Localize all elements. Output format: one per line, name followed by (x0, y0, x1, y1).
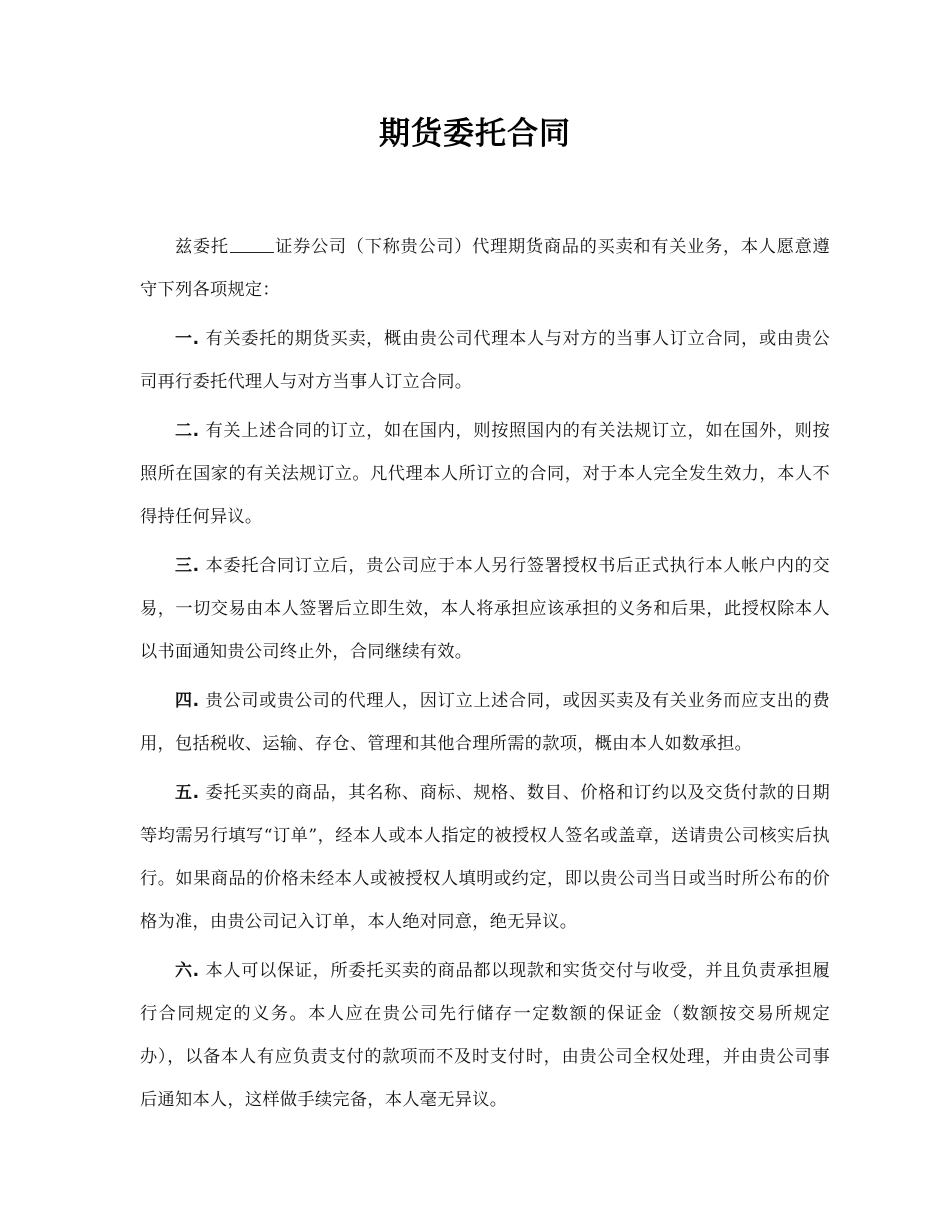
clause-text: 本委托合同订立后，贵公司应于本人另行签署授权书后正式执行本人帐户内的交易，一切交易由本人签署后立即生效，本人将承担应该承担的义务和后果，此授权除本人以书面通知贵公司终止外，合同继续有效。 (140, 556, 830, 662)
clause-text: 本人可以保证，所委托买卖的商品都以现款和实货交付与收受，并且负责承担履行合同规定的义务。本人应在贵公司先行储存一定数额的保证金（数额按交易所规定办），以备本人有应负责支付的款项而不及时支付时，由贵公司全权处理，并由贵公司事后通知本人，这样做手续完备，本人毫无异议。 (140, 961, 830, 1110)
intro-text-start: 兹委托 (175, 237, 229, 257)
clause-number: 五. (175, 783, 200, 803)
clause-3 (140, 545, 830, 674)
clause-number: 一. (175, 329, 200, 349)
company-name-blank (230, 236, 274, 253)
intro-text-end: 证券公司（下称贵公司）代理期货商品的买卖和有关业务，本人愿意遵守下列各项规定： (140, 237, 830, 300)
clause-1 (140, 318, 830, 404)
clause-number: 三. (175, 556, 200, 576)
clause-2 (140, 410, 830, 539)
clause-text: 有关委托的期货买卖，概由贵公司代理本人与对方的当事人订立合同，或由贵公司再行委托代理人与对方当事人订立合同。 (140, 329, 830, 392)
clause-text: 委托买卖的商品，其名称、商标、规格、数目、价格和订约以及交货付款的日期等均需另行填写“订单”，经本人或本人指定的被授权人签名或盖章，送请贵公司核实后执行。如果商品的价格未经本人或被授权人填明或约定，即以贵公司当日或当时所公布的价格为准，由贵公司记入订单，本人绝对同意，绝无异议。 (140, 783, 830, 932)
clause-6 (140, 950, 830, 1122)
clause-text: 有关上述合同的订立，如在国内，则按照国内的有关法规订立，如在国外，则按照所在国家的有关法规订立。凡代理本人所订立的合同，对于本人完全发生效力，本人不得持任何异议。 (140, 421, 830, 527)
document-body (140, 226, 830, 1128)
clause-text: 贵公司或贵公司的代理人，因订立上述合同，或因买卖及有关业务而应支出的费用，包括税收、运输、存仓、管理和其他合理所需的款项，概由本人如数承担。 (140, 691, 830, 754)
clause-number: 四. (175, 691, 200, 711)
clause-4 (140, 680, 830, 766)
clause-5 (140, 772, 830, 944)
clause-number: 二. (175, 421, 200, 441)
clause-number: 六. (175, 961, 200, 981)
document-title: 期货委托合同 (379, 116, 571, 152)
intro-paragraph (140, 226, 830, 312)
